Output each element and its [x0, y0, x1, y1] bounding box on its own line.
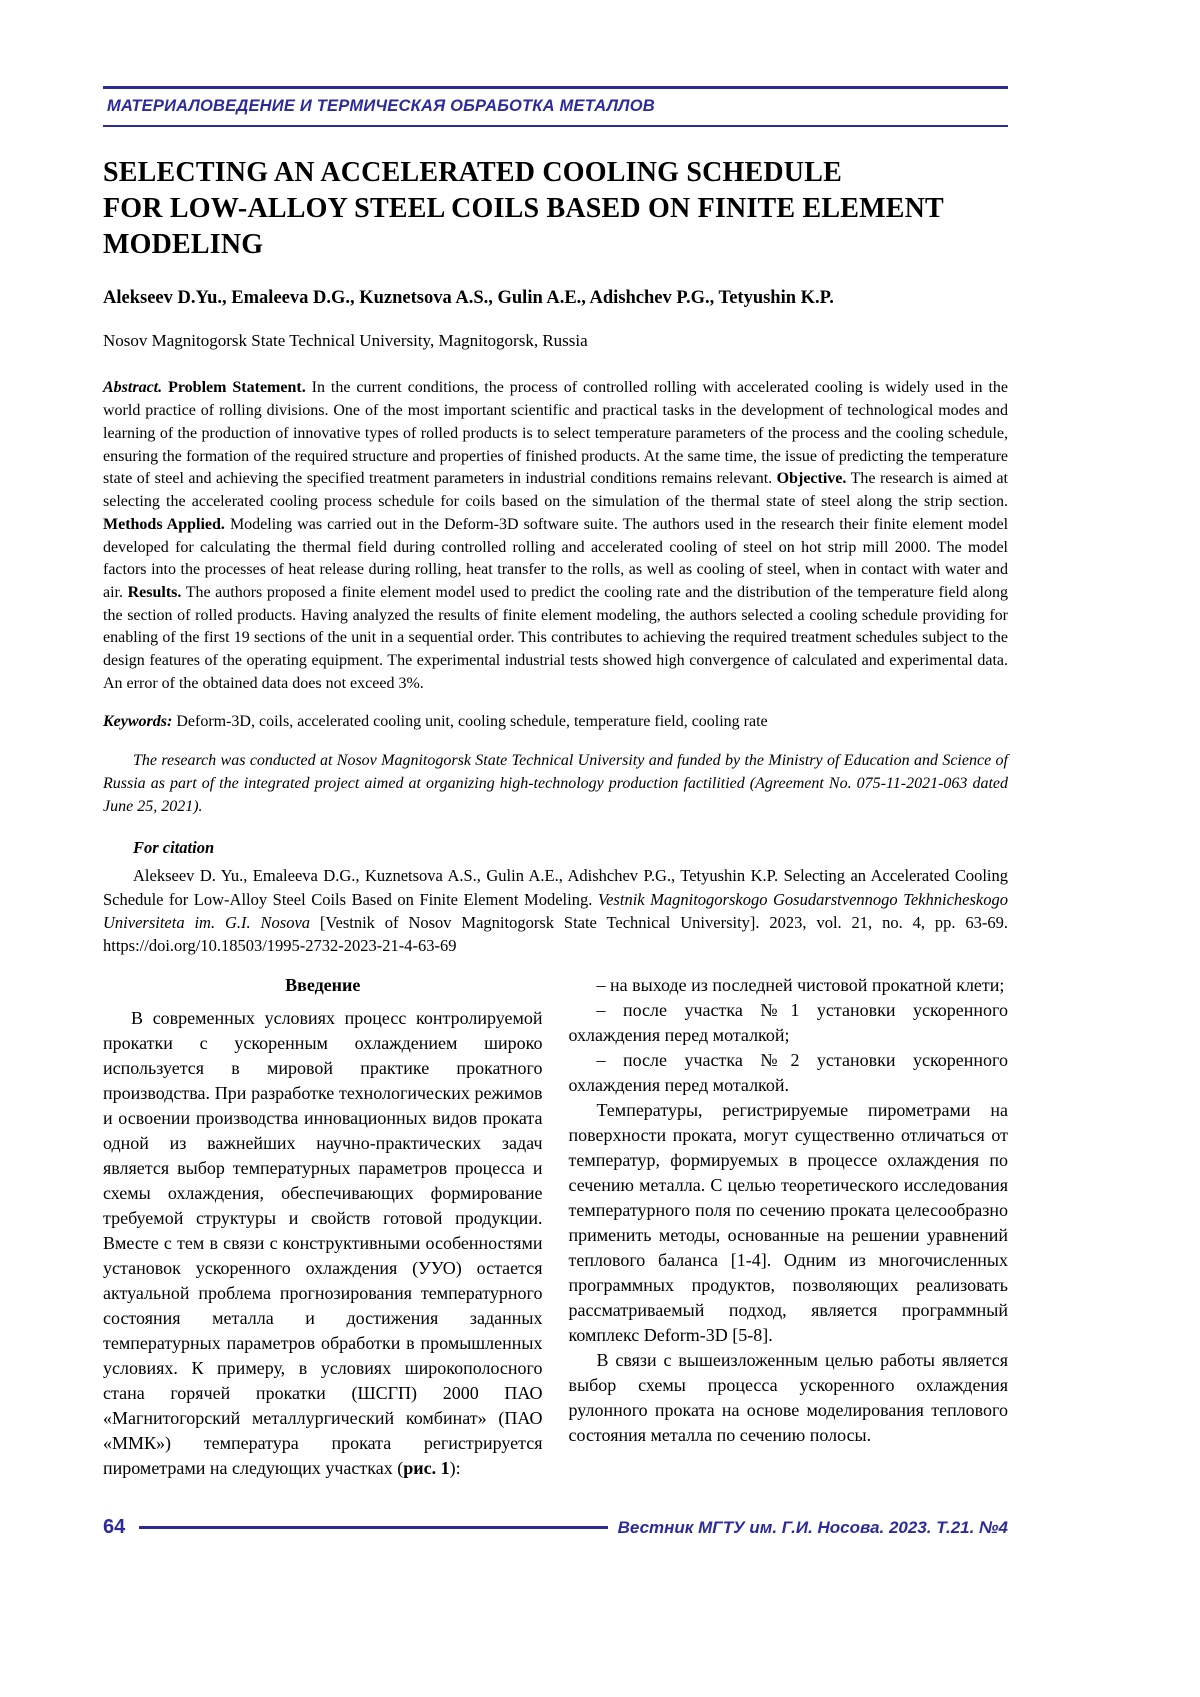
- intro-paragraph-1-text: В современных условиях процесс контролируемой прокатки с ускоренным охлаждением широко используется в мировой практике прокатного производства. При разработке технологических режимов и освоении производства инновационных видов проката одной из важнейших научно-практических задач является выбор температурных параметров процесса и схемы охлаждения, обеспечивающих формирование требуемой структуры и свойств готовой продукции. Вместе с тем в связи с конструктивными особенностями установок ускоренного охлаждения (УУО) остается актуальной проблема прогнозирования температурного состояния металла и достижения заданных температурных параметров обработки в промышленных условиях. К примеру, в условиях широкополосного стана горячей прокатки (ШСГП) 2000 ПАО «Магнитогорский металлургический комбинат» (ПАО «ММК») температура проката регистрируется пирометрами на следующих участках (: [103, 1007, 543, 1478]
- intro-paragraph-1-tail: ):: [449, 1457, 461, 1478]
- citation-text: Alekseev D. Yu., Emaleeva D.G., Kuznetsova A.S., Gulin A.E., Adishchev P.G., Tetyushin K.P. Selecting an Accelerated Cooling Schedule for Low-Alloy Steel Coils Based on Finite Element Modeling.: [103, 866, 1008, 909]
- citation-paragraph: [103, 864, 1008, 956]
- two-column-body: [103, 973, 1008, 1481]
- citation-text-tail: [Vestnik of Nosov Magnitogorsk State Technical University]. 2023, vol. 21, no. 4, pp. 63-69. https://doi.org/10.18503/1995-2732-2023-21-4-63-69: [103, 912, 1008, 955]
- figure-1-reference: рис. 1: [403, 1457, 450, 1478]
- introduction-heading: Введение: [285, 974, 361, 995]
- keywords-label: Keywords:: [103, 712, 173, 730]
- authors-line: Alekseev D.Yu., Emaleeva D.G., Kuznetsova A.S., Gulin A.E., Adishchev P.G., Tetyushin K.P.: [103, 288, 834, 309]
- funding-note: The research was conducted at Nosov Magnitogorsk State Technical University and funded by the Ministry of Education and Science of Russia as part of the integrated project aimed at organizing high-technology production factilitied (Agreement No. 075-11-2021-063 dated June 25, 2021).: [103, 752, 1008, 815]
- keywords-paragraph: [103, 711, 1008, 734]
- citation-journal-name: Vestnik Magnitogorskogo Gosudarstvennogo Tekhnicheskogo Universiteta im. G.I. Nosova: [103, 889, 1008, 932]
- affiliation-line: Nosov Magnitogorsk State Technical University, Magnitogorsk, Russia: [103, 331, 588, 351]
- abstract-section-heading: Results.: [127, 583, 182, 601]
- page-content: [103, 86, 1008, 1481]
- intro-paragraph-2: Температуры, регистрируемые пирометрами на поверхности проката, могут существенно отличаться от температур, формируемых в процессе охлаждения по сечению металла. С целью теоретического исследования температурного поля по сечению проката целесообразно применить методы, основанные на решении уравнений теплового баланса [1-4]. Одним из многочисленных программных продуктов, позволяющих реализовать рассматриваемый подход, является программный комплекс Deform-3D [5-8].: [568, 1099, 1008, 1345]
- intro-paragraph-1: [103, 1006, 543, 1481]
- pyrometer-location-item: – после участка №1 установки ускоренного охлаждения перед моталкой;: [568, 999, 1008, 1045]
- keywords-text: Deform-3D, coils, accelerated cooling unit, cooling schedule, temperature field, cooling rate: [176, 712, 768, 730]
- page-number: 64: [103, 1516, 126, 1538]
- running-head: [103, 86, 1008, 127]
- pyrometer-location-item: – после участка №2 установки ускоренного охлаждения перед моталкой.: [568, 1049, 1008, 1095]
- page-footer: [103, 1516, 1008, 1539]
- for-citation-heading: For citation: [133, 838, 215, 858]
- article-title-line: FOR LOW-ALLOY STEEL COILS BASED ON FINITE ELEMENT: [103, 192, 944, 224]
- abstract-label: Abstract.: [103, 379, 163, 397]
- pyrometer-location-item: – на выходе из последней чистовой прокатной клети;: [596, 974, 1005, 995]
- abstract-section-heading: Problem Statement.: [168, 379, 306, 397]
- abstract-section-text: The research is aimed at selecting the accelerated cooling process schedule for coils based on the simulation of the thermal state of steel along the strip section.: [103, 470, 1009, 511]
- intro-paragraph-3: В связи с вышеизложенным целью работы является выбор схемы процесса ускоренного охлаждения рулонного проката на основе моделирования теплового состояния металла по сечению полосы.: [568, 1349, 1008, 1445]
- abstract-section-heading: Methods Applied.: [103, 515, 225, 533]
- footer-journal-title: Вестник МГТУ им. Г.И. Носова. 2023. Т.21. №4: [617, 1517, 1008, 1537]
- left-column: [103, 973, 543, 1481]
- running-head-text: МАТЕРИАЛОВЕДЕНИЕ И ТЕРМИЧЕСКАЯ ОБРАБОТКА МЕТАЛЛОВ: [107, 97, 655, 115]
- abstract-section-text: The authors proposed a finite element model used to predict the cooling rate and the distribution of the temperature field along the section of rolled products. Having analyzed the results of finite element modeling, the authors selected a cooling schedule providing for enabling of the first 19 sections of the unit in a sequential order. This contributes to achieving the required treatment schedules subject to the design features of the operating equipment. The experimental industrial tests showed high convergence of calculated and experimental data. An error of the obtained data does not exceed 3%.: [103, 583, 1009, 692]
- article-title-line: MODELING: [103, 228, 264, 260]
- abstract-paragraph: [103, 377, 1008, 695]
- abstract-section-text: In the current conditions, the process of controlled rolling with accelerated cooling is widely used in the world practice of rolling divisions. One of the most important scientific and practical tasks in the development of technological modes and learning of the production of innovative types of rolled products is to select temperature parameters of the process and the cooling schedule, ensuring the formation of the required structure and properties of finished products. At the same time, the issue of predicting the temperature state of steel and achieving the specified treatment parameters in industrial conditions remains relevant.: [103, 379, 1009, 488]
- article-title-line: SELECTING AN ACCELERATED COOLING SCHEDULE: [103, 157, 842, 188]
- abstract-section-text: Modeling was carried out in the Deform-3D software suite. The authors used in the research their finite element model developed for calculating the thermal field during controlled rolling and accelerated cooling of steel on hot strip mill 2000. The model factors into the processes of heat release during rolling, heat transfer to the rolls, as well as cooling of steel, when in contact with water and air.: [103, 515, 1009, 601]
- abstract-section-heading: Objective.: [776, 470, 847, 488]
- article-title: [103, 155, 1008, 262]
- footer-rule: [139, 1526, 607, 1529]
- right-column: [569, 973, 1009, 1481]
